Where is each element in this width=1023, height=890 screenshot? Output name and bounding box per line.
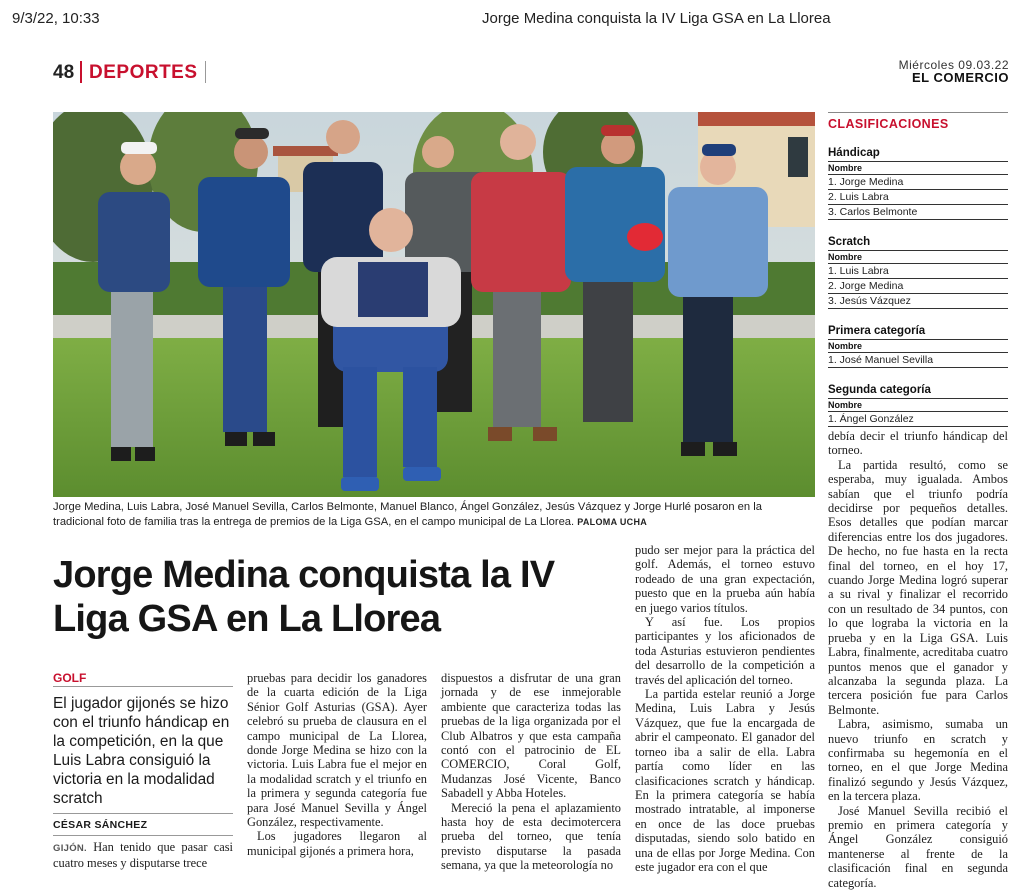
paragraph: La partida estelar reunió a Jorge Medina, Luis Labra y Jesús Vázquez, que fue la encargada de abrir el campeonato. El ganador del torneo iba a salir de ella. Labra partía como líder en las clasificaciones scratch y hándicap. En la primera categoría se había mostrado intratable, al imponerse en once de las doce pruebas disputadas, siendo solo batido en una de ellas por Jorge Medina. Con este jugador era con el que xyxy=(635,687,815,874)
paragraph: dispuestos a disfrutar de una gran jornada y de ese inmejorable ambiente que caracteriza todas las pruebas de la liga organizada por el Club Albatros y que esta campaña contó con el patrocinio de EL COMERCIO, Coral Golf, Mudanzas José Vicente, Banco Sabadell y Abba Hoteles. xyxy=(441,671,621,801)
page-number-divider xyxy=(80,61,82,83)
paragraph: La partida resultó, como se esperaba, muy igualada. Ambos sabían que el triunfo podría decidirse por pequeños detalles. Esos detalles que podían marcar diferencias entre los dos jugadores. De hecho, no fue hasta en la recta final del torneo, en el hoy 17, cuando Jorge Medina logró superar a su rival y finalizar el recorrido con un resultado de 34 puntos, con lo que lograba la victoria en la prueba y en la Liga GSA. Luis Labra, finalmente, acreditaba cuatro puntos menos que el ganador y alcanzaba la segunda plaza. La tercera posición fue para Carlos Belmonte. xyxy=(828,457,1008,717)
result-row: 3. Jesús Vázquez xyxy=(828,294,1008,309)
paragraph: pruebas para decidir los ganadores de la cuarta edición de la Liga Sénior Golf Asturias (GSA). Ayer celebró su prueba de clausura en el campo municipal de La Llorea, donde Jorge Medina se hizo con la victoria. Luis Labra fue el mejor en la modalidad scratch y el triunfo en la primera y segunda categoría fue para José Manuel Sevilla y Ángel González, respectivamente. xyxy=(247,671,427,830)
dateline-city: GIJÓN. xyxy=(53,843,88,854)
category-name: Hándicap xyxy=(828,147,1008,162)
article-column-3 xyxy=(441,671,621,873)
article-column-4 xyxy=(635,543,815,874)
print-title: Jorge Medina conquista la IV Liga GSA en La Llorea xyxy=(482,10,831,27)
column-header: Nombre xyxy=(828,399,1008,412)
photo-caption-text: Jorge Medina, Luis Labra, José Manuel Sevilla, Carlos Belmonte, Manuel Blanco, Ángel González, Jesús Vázquez y Jorge Hurlé posaron en la tradicional foto de familia tras la entrega de premios de la Liga GSA, en el campo municipal de La Llorea. xyxy=(53,501,762,528)
sidebar-top-rule xyxy=(828,112,1008,113)
author-bottom-rule xyxy=(53,835,233,836)
result-row: 3. Carlos Belmonte xyxy=(828,205,1008,220)
result-row: 2. Luis Labra xyxy=(828,190,1008,205)
results-category xyxy=(828,147,1008,220)
paragraph: pudo ser mejor para la práctica del golf. Además, el torneo estuvo rodeado de una gran expectación, puesto que en la prueba aún había en juego varios títulos. xyxy=(635,543,815,615)
sidebar-title: CLASIFICACIONES xyxy=(828,117,949,131)
newspaper-name: EL COMERCIO xyxy=(912,70,1009,85)
article-headline: Jorge Medina conquista la IV Liga GSA en La Llorea xyxy=(53,554,555,640)
photo-caption xyxy=(53,500,815,530)
article-standfirst: El jugador gijonés se hizo con el triunfo hándicap en la competición, en la que Luis Labra consiguió la victoria en la modalidad scratch xyxy=(53,695,230,807)
column-header: Nombre xyxy=(828,251,1008,264)
author-rule xyxy=(53,813,233,814)
article-author: CÉSAR SÁNCHEZ xyxy=(53,819,148,831)
paragraph: Los jugadores llegaron al municipal gijonés a primera hora, xyxy=(247,829,427,858)
paragraph: José Manuel Sevilla recibió el premio en primera categoría y Ángel González consiguió mantenerse al frente de la clasificación final en segunda categoría. xyxy=(828,803,1008,890)
section-divider xyxy=(205,61,206,83)
article-column-1 xyxy=(53,840,233,871)
article-kicker: GOLF xyxy=(53,671,87,685)
result-row: 2. Jorge Medina xyxy=(828,279,1008,294)
page-number: 48 xyxy=(53,62,75,83)
team-photo xyxy=(53,112,815,497)
column-header: Nombre xyxy=(828,340,1008,353)
paragraph: Mereció la pena el aplazamiento hasta hoy de esta decimotercera prueba del torneo, que tenía previsto disputarse la pasada semana, ya que la meteorología no xyxy=(441,800,621,873)
team-photo-illustration xyxy=(53,112,815,497)
paragraph: Labra, asimismo, sumaba un nuevo triunfo en scratch y confirmaba su hegemonía en el torneo, en el que Jorge Medina finalizó segundo y Jesús Vázquez, en la tercera plaza. xyxy=(828,717,1008,804)
article-column-2 xyxy=(247,671,427,858)
kicker-rule xyxy=(53,686,233,687)
result-row: 1. Jorge Medina xyxy=(828,175,1008,190)
results-category xyxy=(828,325,1008,368)
paragraph: Y así fue. Los propios participantes y los aficionados de toda Asturias estuvieron pendientes del desarrollo de la competición a través del aplicación del torneo. xyxy=(635,615,815,687)
lead-text: Han tenido que pasar casi cuatro meses y disputarse trece xyxy=(53,840,233,871)
article-column-5 xyxy=(828,429,1008,890)
result-row: 1. Ángel González xyxy=(828,412,1008,427)
category-name: Primera categoría xyxy=(828,325,1008,340)
results-sidebar xyxy=(828,112,1008,427)
section-name: DEPORTES xyxy=(89,62,198,83)
results-category xyxy=(828,384,1008,427)
results-category xyxy=(828,236,1008,309)
photo-credit: PALOMA UCHA xyxy=(577,517,648,527)
print-header xyxy=(0,10,1023,30)
issue-date: Miércoles 09.03.22 xyxy=(898,58,1009,72)
newspaper-page-header xyxy=(53,58,1009,90)
print-date: 9/3/22, 10:33 xyxy=(12,10,100,27)
category-name: Scratch xyxy=(828,236,1008,251)
paragraph: debía decir el triunfo hándicap del torneo. xyxy=(828,429,1008,458)
paragraph xyxy=(53,840,233,871)
category-name: Segunda categoría xyxy=(828,384,1008,399)
column-header: Nombre xyxy=(828,162,1008,175)
result-row: 1. Luis Labra xyxy=(828,264,1008,279)
result-row: 1. José Manuel Sevilla xyxy=(828,353,1008,368)
